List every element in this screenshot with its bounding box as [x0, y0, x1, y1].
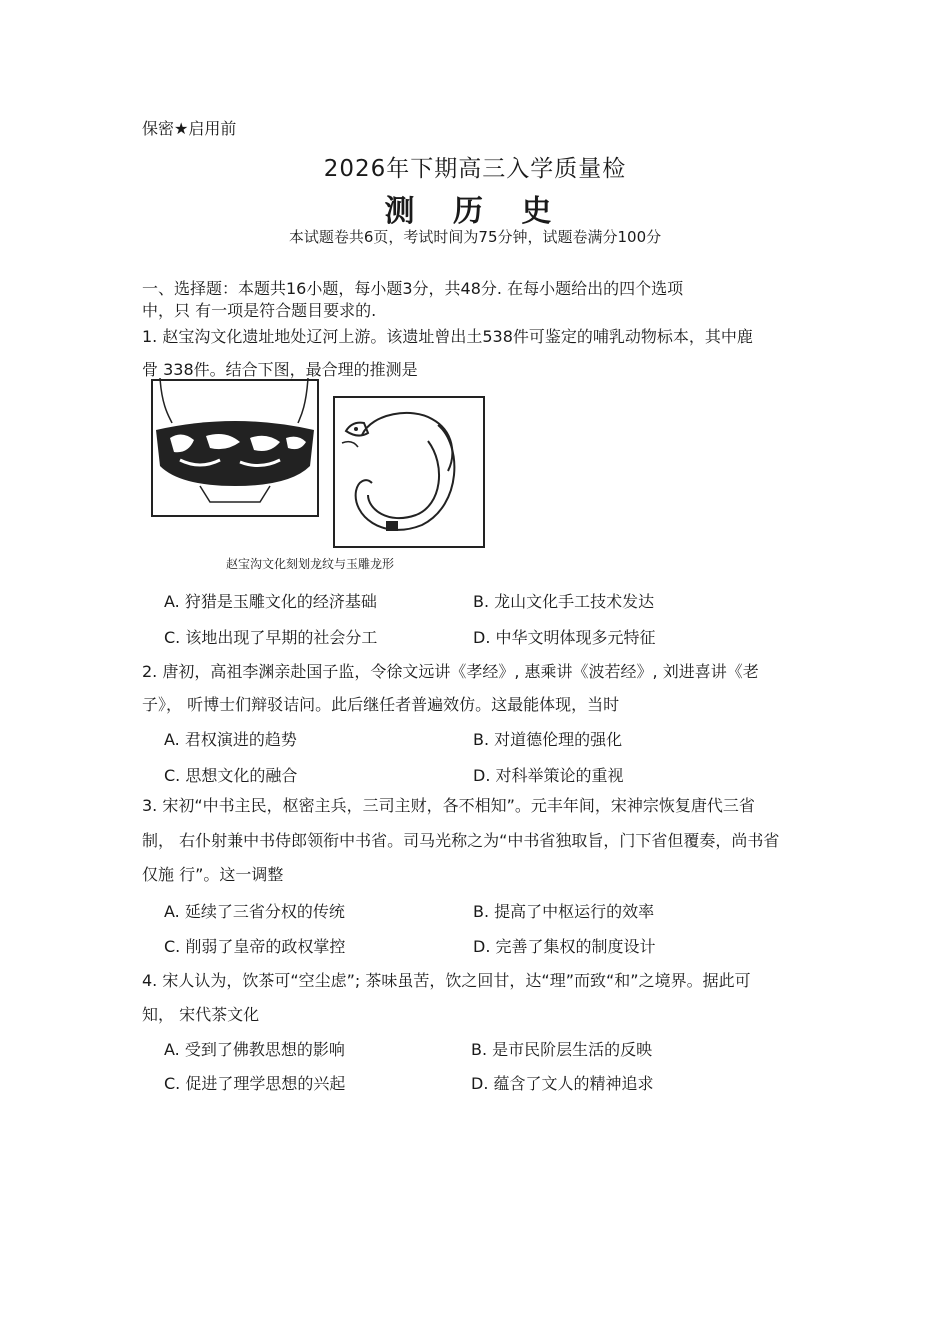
q2-option-c: C. 思想文化的融合 [164, 766, 298, 785]
question-4-line1: 4. 宋人认为，饮茶可“空尘虑”; 茶味虽苦，饮之回甘，达“理”而致“和”之境界。据此可 [142, 971, 751, 990]
q1-option-a: A. 狩猎是玉雕文化的经济基础 [164, 592, 377, 611]
q2-option-d: D. 对科举策论的重视 [473, 766, 624, 785]
section-instruction-line2: 中，只 有一项是符合题目要求的. [142, 301, 377, 320]
question-2-line2: 子》， 听博士们辩驳诘问。此后继任者普遍效仿。这最能体现，当时 [142, 695, 620, 714]
carved-pottery-figure [150, 378, 320, 518]
q2-option-a: A. 君权演进的趋势 [164, 730, 297, 749]
q3-option-d: D. 完善了集权的制度设计 [473, 937, 656, 956]
question-3-line1: 3. 宋初“中书主民，枢密主兵，三司主财，各不相知”。元丰年间，宋神宗恢复唐代三省 [142, 796, 755, 815]
q4-option-a: A. 受到了佛教思想的影响 [164, 1040, 345, 1059]
question-2-line1: 2. 唐初，高祖李渊亲赴国子监，令徐文远讲《孝经》, 惠乘讲《波若经》, 刘进喜讲《老 [142, 662, 759, 681]
q3-option-c: C. 削弱了皇帝的政权掌控 [164, 937, 346, 956]
q1-option-d: D. 中华文明体现多元特征 [473, 628, 656, 647]
q3-option-b: B. 提高了中枢运行的效率 [473, 902, 655, 921]
figure-caption: 赵宝沟文化刻划龙纹与玉雕龙形 [226, 557, 395, 571]
q1-option-c: C. 该地出现了早期的社会分工 [164, 628, 378, 647]
question-1-line1: 1. 赵宝沟文化遗址地处辽河上游。该遗址曾出土538件可鉴定的哺乳动物标本，其中鹿 [142, 327, 753, 346]
question-3-line3: 仅施 行”。这一调整 [142, 865, 284, 884]
exam-subject: 测 历 史 [384, 194, 566, 229]
confidential-label: 保密★启用前 [142, 119, 237, 138]
q4-option-b: B. 是市民阶层生活的反映 [471, 1040, 653, 1059]
jade-dragon-figure [332, 395, 486, 549]
q4-option-d: D. 蕴含了文人的精神追求 [471, 1074, 654, 1093]
q4-option-c: C. 促进了理学思想的兴起 [164, 1074, 346, 1093]
q2-option-b: B. 对道德伦理的强化 [473, 730, 623, 749]
question-3-line2: 制， 右仆射兼中书侍郎领衔中书省。司马光称之为“中书省独取旨，门下省但覆奏，尚书省 [142, 831, 780, 850]
section-instruction-line1: 一、选择题：本题共16小题，每小题3分，共48分. 在每小题给出的四个选项 [142, 279, 684, 298]
exam-title: 2026年下期高三入学质量检 [323, 156, 627, 182]
question-1-line2: 骨 338件。结合下图，最合理的推测是 [142, 360, 418, 379]
q3-option-a: A. 延续了三省分权的传统 [164, 902, 345, 921]
exam-note: 本试题卷共6页，考试时间为75分钟，试题卷满分100分 [288, 228, 662, 246]
q1-option-b: B. 龙山文化手工技术发达 [473, 592, 655, 611]
question-4-line2: 知， 宋代茶文化 [142, 1005, 260, 1024]
